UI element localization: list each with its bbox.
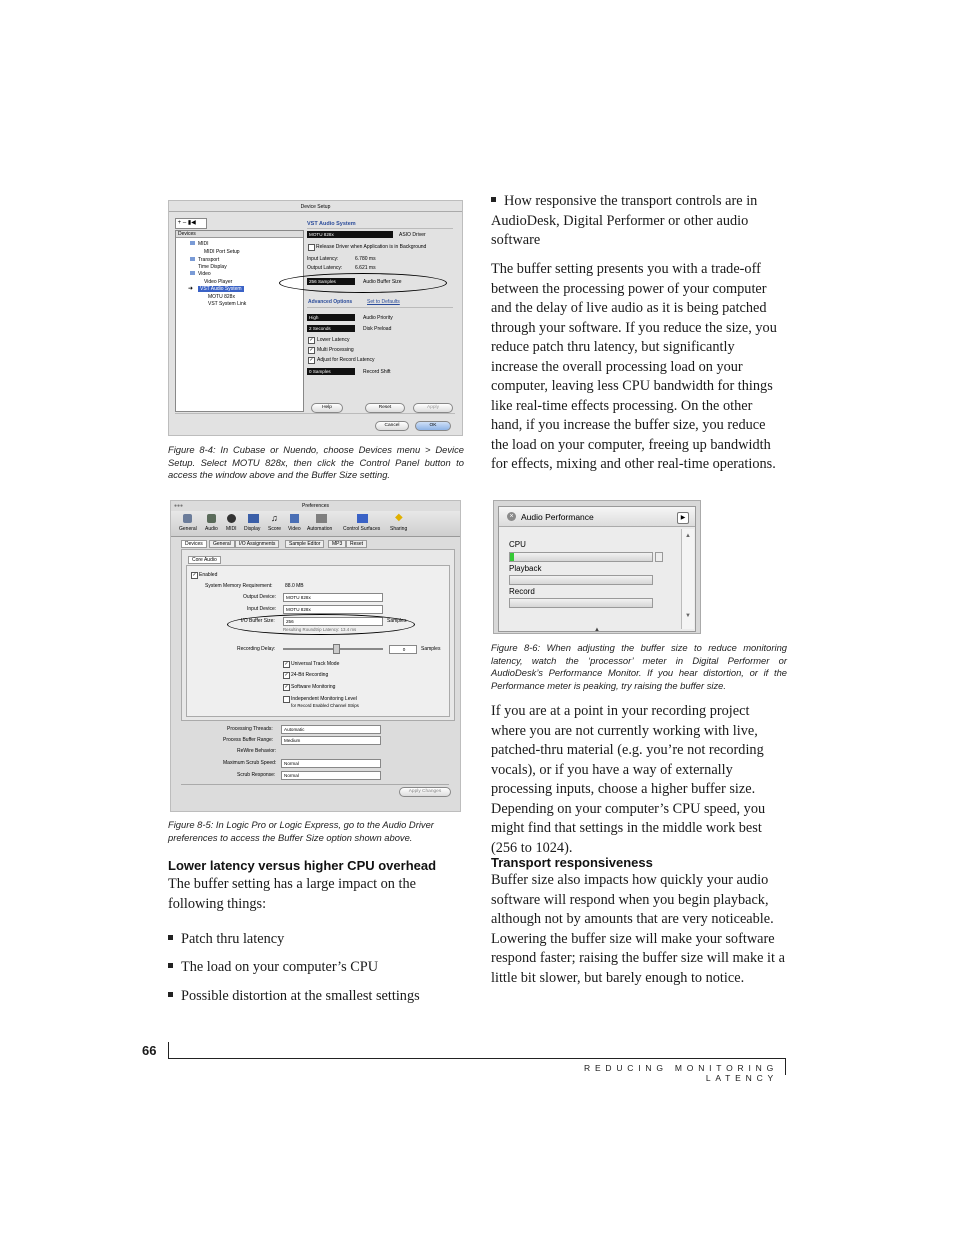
buffer-range-select[interactable]: Medium [281,736,381,745]
software-monitoring-label: Software Monitoring [291,684,336,690]
toolbar-label[interactable]: MIDI [226,526,237,532]
figure-8-5-caption: Figure 8-5: In Logic Pro or Logic Express, go to the Audio Driver preferences to access the Buffer Size option shown above. [168,819,434,843]
advanced-options-label: Advanced Options [308,299,353,305]
section-heading: Transport responsiveness [491,855,653,870]
bullet-item: How responsive the transport controls are in AudioDesk, Digital Performer or other audio software [491,193,758,248]
window-title: Device Setup [300,204,331,210]
processing-threads-label: Processing Threads: [227,726,273,732]
footer-rule-right [785,1058,786,1075]
adjust-record-label: Adjust for Record Latency [317,357,375,363]
panel-title: VST Audio System [307,221,356,227]
independent-monitoring-label: Independent Monitoring Level [291,696,357,702]
menu-arrow-icon[interactable]: ▶ [677,512,689,524]
buffer-size-label: I/O Buffer Size: [241,618,275,624]
independent-monitoring-checkbox[interactable] [283,696,290,703]
toolbar-label[interactable]: Display [244,526,261,532]
devices-list[interactable] [175,230,304,412]
cpu-meter-fill [510,553,514,561]
recording-delay-field[interactable]: 0 [389,645,417,654]
close-icon[interactable]: × [507,512,516,521]
slider-thumb[interactable] [333,644,340,654]
cpu-label: CPU [509,540,526,549]
tab-io-assignments[interactable]: I/O Assignments [235,540,279,548]
tab-devices[interactable]: Devices [181,540,207,548]
footer-rule-left [168,1042,169,1059]
playback-label: Playback [509,564,542,573]
toolbar-label[interactable]: Control Surfaces [343,526,381,532]
devices-header: Devices [176,231,303,238]
multi-processing-label: Multi Processing [317,347,354,353]
score-icon[interactable]: ♫ [271,513,278,523]
footer-rule [168,1058,786,1059]
universal-track-label: Universal Track Mode [291,661,340,667]
tree-item[interactable]: Transport [198,257,220,263]
cancel-button[interactable]: Cancel [375,421,409,431]
vst-audio-panel [305,218,455,410]
apply-changes-button[interactable]: Apply Changes [399,787,451,797]
scrub-speed-label: Maximum Scrub Speed: [223,760,277,766]
folder-icon [190,257,195,261]
resize-handle-icon[interactable]: ▲ [594,627,600,633]
tree-item[interactable]: VST System Link [208,301,247,307]
bullet-item: Possible distortion at the smallest settings [168,987,420,1007]
24-bit-checkbox[interactable]: ✓ [284,672,289,678]
input-device-label: Input Device: [247,606,277,612]
folder-icon [190,271,195,275]
bullet-square-icon [168,935,173,940]
tree-item[interactable]: MIDI Port Setup [204,249,240,255]
core-audio-frame [181,549,455,721]
cpu-meter [509,552,653,562]
output-latency-value: 6.621 ms [355,265,376,271]
tree-item[interactable]: Video [198,271,211,277]
ok-button[interactable]: OK [415,421,451,431]
window-buttons[interactable]: ●●● [174,503,184,509]
audio-priority-label: Audio Priority [363,315,393,321]
help-button[interactable]: Help [311,403,343,413]
figure-8-6-screenshot [493,500,701,634]
scroll-up-icon[interactable]: ▲ [685,533,691,539]
tree-item[interactable]: Video Player [204,279,233,285]
tab-sample-editor[interactable]: Sample Editor [285,540,324,548]
buffer-range-label: Process Buffer Range: [223,737,274,743]
display-icon[interactable] [248,514,259,523]
window-title: Preferences [302,503,329,509]
bullet-square-icon [168,992,173,997]
disk-preload-select[interactable]: 2 Seconds [307,325,355,332]
lower-latency-checkbox[interactable]: ✓ [309,337,314,343]
independent-monitoring-sub: for Record Enabled Channel Strips [291,703,359,708]
folder-icon [190,241,195,245]
tree-item[interactable]: MOTU 828x [208,294,235,300]
highlight-oval [227,614,415,635]
playback-meter [509,575,653,585]
body-paragraph: Buffer size also impacts how quickly your audio software will respond when you begin playback, although not by amounts that are very noticeable. Lowering the buffer size will make your software respond faster; raising the buffer size will make it a little bit slower, but barely enough to notice. [491,872,785,986]
prefs-toolbar [171,511,460,537]
record-label: Record [509,587,535,596]
toolbar-label[interactable]: Score [268,526,282,532]
figure-8-5-screenshot [170,500,461,812]
buffer-size-unit: Samples [387,618,407,624]
sharing-icon[interactable]: ◆ [395,512,403,523]
tree-item[interactable]: Time Display [198,264,227,270]
body-paragraph: The buffer setting presents you with a trade-off between the processing power of your computer and the delay of live audio as it is being patched through your software. If you reduce the size, you reduce patch thru latency, but significantly increase the overall processing load on your computer, leaving less CPU bandwidth for things like real-time effects processing. On the other hand, if you increase the buffer size, you reduce the load on your computer, freeing up bandwidth for effects, mixing and other real-time operations. [491,261,777,472]
toolbar-label[interactable]: Video [288,526,301,532]
release-driver-label: Release Driver when Application is in Background [316,244,427,250]
universal-track-checkbox[interactable]: ✓ [284,661,289,667]
record-meter [509,598,653,608]
input-latency-value: 6.780 ms [355,256,376,262]
buffer-size-select[interactable]: 256 Samples [307,278,355,285]
enabled-checkbox[interactable]: ✓ [192,572,197,578]
body-paragraph: The buffer setting has a large impact on the following things: [168,876,416,912]
figure-8-4-screenshot [168,200,463,436]
buffer-size-label: Audio Buffer Size [363,279,402,285]
asio-driver-label: ASIO Driver [399,232,426,238]
scrollbar[interactable] [681,529,694,629]
performance-window [498,506,696,632]
input-device-select[interactable]: MOTU 828x [283,605,383,614]
system-memory-value: 88.0 MB [285,583,304,589]
scrub-speed-select[interactable]: Normal [281,759,381,768]
enabled-label: Enabled [199,572,218,578]
tab-mp3[interactable]: MP3 [328,540,346,548]
software-monitoring-checkbox[interactable]: ✓ [284,684,289,690]
figure-8-6-caption: Figure 8-6: When adjusting the buffer size to reduce monitoring latency, watch the ‘processor’ meter in Digital Performer or AudioDesk’s Performance Monitor. If you hear distortion, or if the Performance meter is peaking, try raising the buffer size. [491,642,787,691]
lower-latency-label: Lower Latency [317,337,350,343]
core-audio-tab[interactable]: Core Audio [188,556,221,564]
system-memory-label: System Memory Requirement: [205,583,273,589]
bullet-square-icon [491,197,496,202]
automation-icon[interactable] [316,514,327,523]
tab-general[interactable]: General [209,540,235,548]
toolbar-label[interactable]: Sharing [390,526,408,532]
output-device-select[interactable]: MOTU 828x [283,593,383,602]
resulting-latency: Resulting Roundtrip Latency: 13.4 ms [283,627,357,632]
audio-icon[interactable] [207,514,216,523]
control-surfaces-icon[interactable] [357,514,368,523]
reset-button[interactable]: Reset [365,403,405,413]
cpu-meter-mini [655,552,663,562]
toolbar-label[interactable]: General [179,526,197,532]
tree-item[interactable]: MIDI [198,241,209,247]
bullet-square-icon [168,963,173,968]
section-heading: Lower latency versus higher CPU overhead [168,858,437,873]
recording-delay-unit: Samples [421,646,441,652]
figure-8-4-caption: Figure 8-4: In Cubase or Nuendo, choose Devices menu > Device Setup. Select MOTU 828x, then click the Control Panel button to access the window above and the Buffer Size setting. [168,444,464,480]
window-title: Audio Performance [521,512,594,522]
rewire-label: ReWire Behavior: [237,748,277,754]
tab-reset[interactable]: Reset [346,540,367,548]
output-latency-label: Output Latency: [307,265,343,271]
body-paragraph: If you are at a point in your recording project where you are not currently working with live, patched-thru material (e.g. you’re not recording vocals), or if you have a way of externally processing inputs, choose a higher buffer size. Depending on your computer’s CPU speed, you might find that settings in the middle work best (256 to 1024). [491,703,766,856]
scrub-response-label: Scrub Response: [237,772,276,778]
recording-delay-label: Recording Delay: [237,646,276,652]
add-remove-buttons[interactable]: + – ▮◀ [175,218,207,229]
disk-preload-label: Disk Preload [363,326,392,332]
bullet-item: The load on your computer’s CPU [168,958,378,978]
page-number: 66 [142,1043,157,1058]
24-bit-label: 24-Bit Recording [291,672,329,678]
bullet-item: Patch thru latency [168,930,284,950]
adjust-record-checkbox[interactable]: ✓ [309,357,314,363]
general-icon[interactable] [183,514,192,523]
asio-driver-select[interactable]: MOTU 828x [307,231,393,238]
processing-threads-select[interactable]: Automatic [281,725,381,734]
input-latency-label: Input Latency: [307,256,339,262]
scroll-down-icon[interactable]: ▼ [685,613,691,619]
toolbar-label[interactable]: Automation [307,526,333,532]
apply-button[interactable]: Apply [413,403,453,413]
output-device-label: Output Device: [243,594,277,600]
buffer-size-select[interactable]: 256 [283,617,383,626]
toolbar-label[interactable]: Audio [205,526,218,532]
midi-icon[interactable] [227,514,236,523]
set-defaults-link[interactable]: Set to Defaults [367,299,400,305]
running-head: REDUCING MONITORING LATENCY [584,1063,778,1083]
record-shift-field[interactable]: 0 Samples [307,368,355,375]
tree-item-selected[interactable]: VST Audio System [200,286,242,292]
arrow-icon: ➜ [188,286,194,292]
multi-processing-checkbox[interactable]: ✓ [309,347,314,353]
record-shift-label: Record Shift [363,369,391,375]
release-driver-checkbox[interactable] [308,244,315,251]
audio-priority-select[interactable]: High [307,314,355,321]
scrub-response-select[interactable]: Normal [281,771,381,780]
highlight-oval [279,273,447,293]
video-icon[interactable] [290,514,299,523]
core-audio-box [186,565,450,717]
